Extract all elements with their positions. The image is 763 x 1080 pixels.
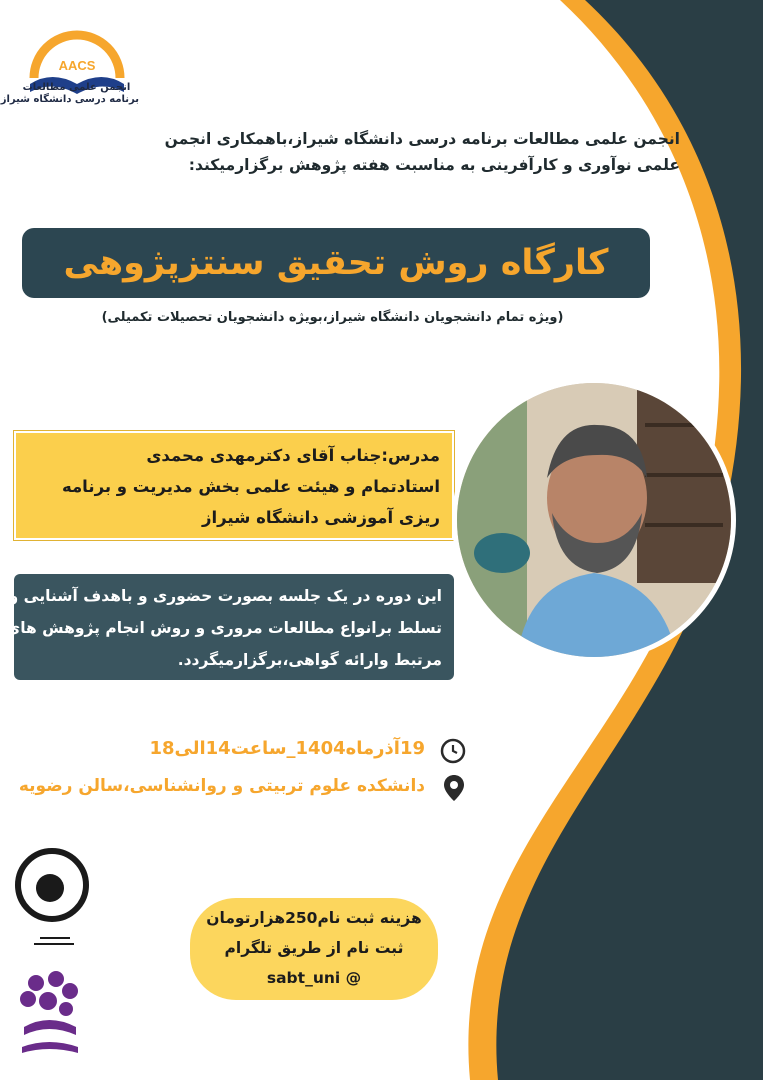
instructor-box (14, 431, 454, 540)
location-pin-icon (443, 774, 465, 804)
logo-line-1: انجمن علمی مطالعات (22, 82, 131, 93)
instructor-line-1: مدرس:جناب آقای دکترمهدی محمدی (146, 446, 440, 465)
logo-caption (0, 82, 139, 106)
svg-text:AACS: AACS (58, 58, 96, 73)
audience-subtitle: (ویژه تمام دانشجویان دانشگاه شیراز،بویژه دانشجویان تحصیلات تکمیلی) (101, 310, 564, 325)
intro-line-1: انجمن علمی مطالعات برنامه درسی دانشگاه شیراز،باهمکاری انجمن (164, 130, 680, 148)
instructor-line-2: استادتمام و هیئت علمی بخش مدیریت و برنامه (61, 477, 440, 496)
innovation-association-logo (12, 840, 90, 950)
title-banner (22, 228, 650, 298)
description-line-3: مرتبط وارائه گواهی،برگزارمیگردد. (177, 651, 442, 669)
intro-line-2: علمی نوآوری و کارآفرینی به مناسبت هفته پژوهش برگزارمیکند: (188, 156, 680, 174)
registration-fee: هزینه ثبت نام250هزارتومان (206, 909, 422, 927)
description-line-2: تسلط برانواع مطالعات مروری و روش انجام پژوهش های (6, 619, 442, 637)
registration-box (190, 898, 438, 1000)
description-box (6, 574, 454, 680)
logo-line-2: برنامه درسی دانشگاه شیراز (0, 94, 139, 105)
date-time: 19آذرماه1404_ساعت14الی18 (149, 738, 425, 759)
description-line-1: این دوره در یک جلسه بصورت حضوری و باهدف آشنایی و (8, 587, 442, 605)
registration-method: ثبت نام از طریق تلگرام (224, 939, 404, 957)
instructor-photo (452, 378, 736, 662)
telegram-handle[interactable]: @ sabt_uni (266, 969, 362, 987)
shiraz-university-logo (14, 965, 84, 1065)
intro-text (110, 126, 680, 178)
instructor-line-3: ریزی آموزشی دانشگاه شیراز (202, 508, 440, 527)
clock-icon (440, 738, 466, 764)
venue: دانشکده علوم تربیتی و روانشناسی،سالن رضویه (18, 776, 425, 796)
workshop-title: کارگاه روش تحقیق سنتزپژوهی (63, 243, 609, 283)
